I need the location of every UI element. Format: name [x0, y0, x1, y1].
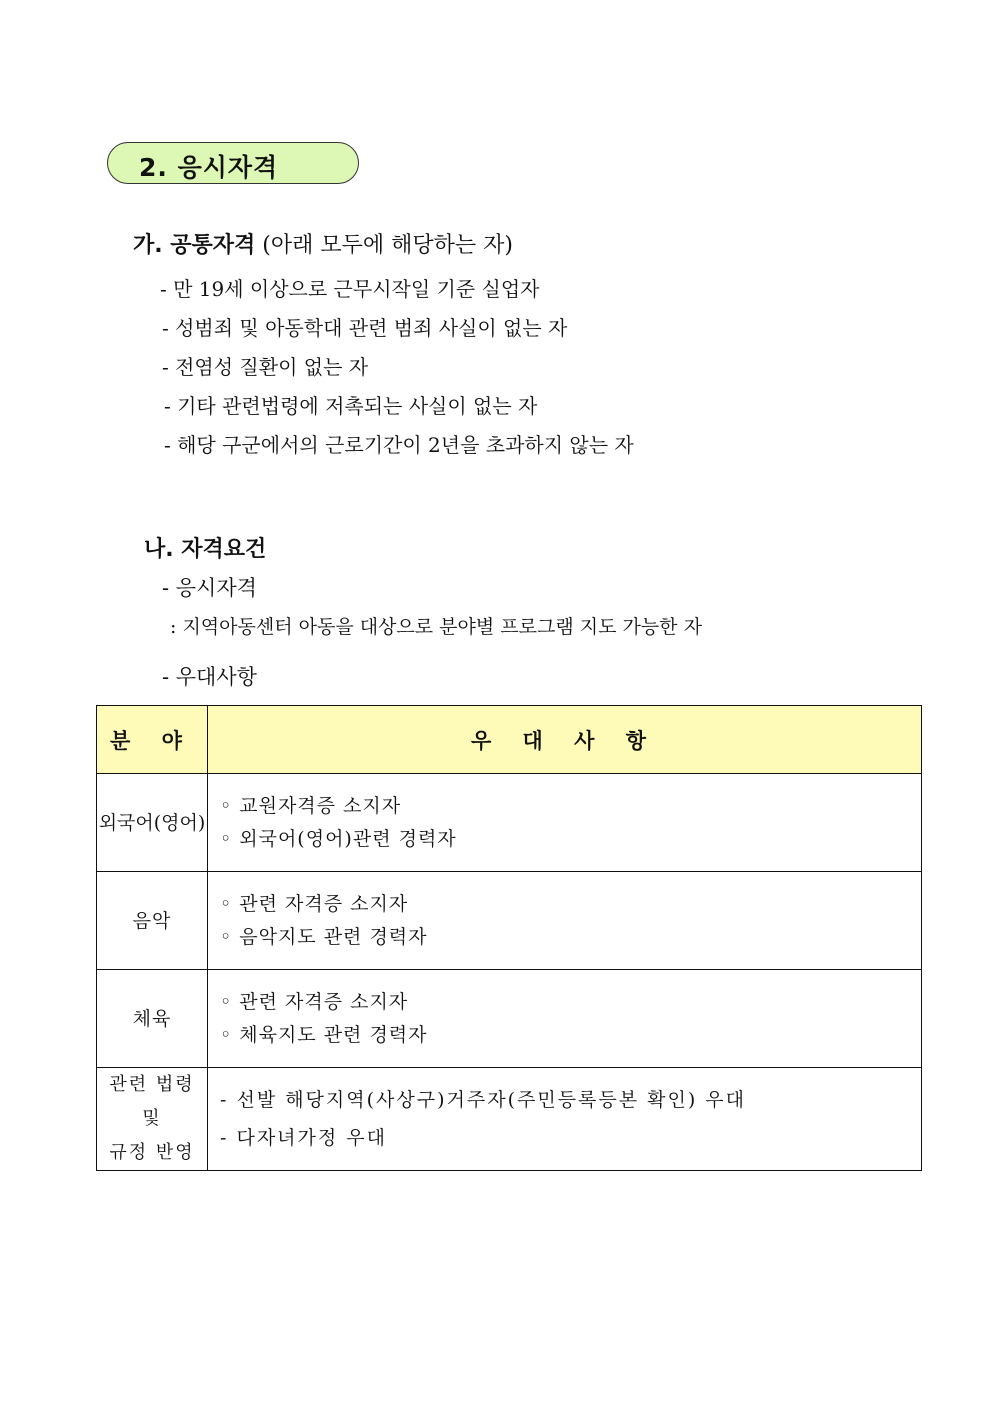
common-item: - 만 19세 이상으로 근무시작일 기준 실업자 [160, 277, 540, 301]
preference-label: - 우대사항 [162, 665, 257, 689]
common-item: - 성범죄 및 아동학대 관련 범죄 사실이 없는 자 [162, 316, 568, 340]
header-preference: 우 대 사 항 [208, 706, 922, 774]
section-title-badge [107, 142, 359, 184]
preference-item: ◦ 관련 자격증 소지자 [220, 990, 409, 1013]
preference-item: ◦ 체육지도 관련 경력자 [220, 1023, 428, 1046]
requirements-heading-title: 나. 자격요건 [144, 537, 267, 562]
field-cell [97, 1068, 208, 1171]
qualification-label: - 응시자격 [162, 576, 257, 600]
field-cell: 체육 [97, 970, 208, 1068]
common-item: - 해당 구군에서의 근로기간이 2년을 초과하지 않는 자 [164, 433, 634, 457]
common-heading-note: (아래 모두에 해당하는 자) [262, 233, 513, 258]
preference-item: ◦ 외국어(영어)관련 경력자 [220, 827, 457, 850]
common-heading-title: 가. 공통자격 [133, 233, 256, 258]
common-heading [133, 228, 513, 259]
table-row [97, 1068, 922, 1171]
field-cell: 음악 [97, 872, 208, 970]
preference-cell [208, 970, 922, 1068]
common-item: - 전염성 질환이 없는 자 [162, 355, 369, 379]
table-row [97, 872, 922, 970]
preference-item: - 다자녀가정 우대 [220, 1127, 387, 1149]
preference-cell [208, 774, 922, 872]
qualification-detail: : 지역아동센터 아동을 대상으로 분야별 프로그램 지도 가능한 자 [170, 616, 702, 638]
preference-cell [208, 1068, 922, 1171]
preference-item: ◦ 교원자격증 소지자 [220, 794, 402, 817]
table-header-row [97, 706, 922, 774]
preference-cell [208, 872, 922, 970]
field-cell-line: 관련 법령 및 [109, 1074, 195, 1129]
preference-item: - 선발 해당지역(사상구)거주자(주민등록등본 확인) 우대 [220, 1089, 747, 1111]
common-item: - 기타 관련법령에 저촉되는 사실이 없는 자 [164, 394, 538, 418]
section-title: 2. 응시자격 [139, 153, 279, 182]
requirements-heading [144, 532, 266, 563]
field-cell: 외국어(영어) [97, 774, 208, 872]
header-field: 분 야 [97, 706, 208, 774]
preference-item: ◦ 관련 자격증 소지자 [220, 892, 409, 915]
field-cell-line: 규정 반영 [109, 1142, 195, 1163]
preference-item: ◦ 음악지도 관련 경력자 [220, 925, 428, 948]
preference-table [96, 705, 922, 1171]
table-row [97, 774, 922, 872]
table-row [97, 970, 922, 1068]
